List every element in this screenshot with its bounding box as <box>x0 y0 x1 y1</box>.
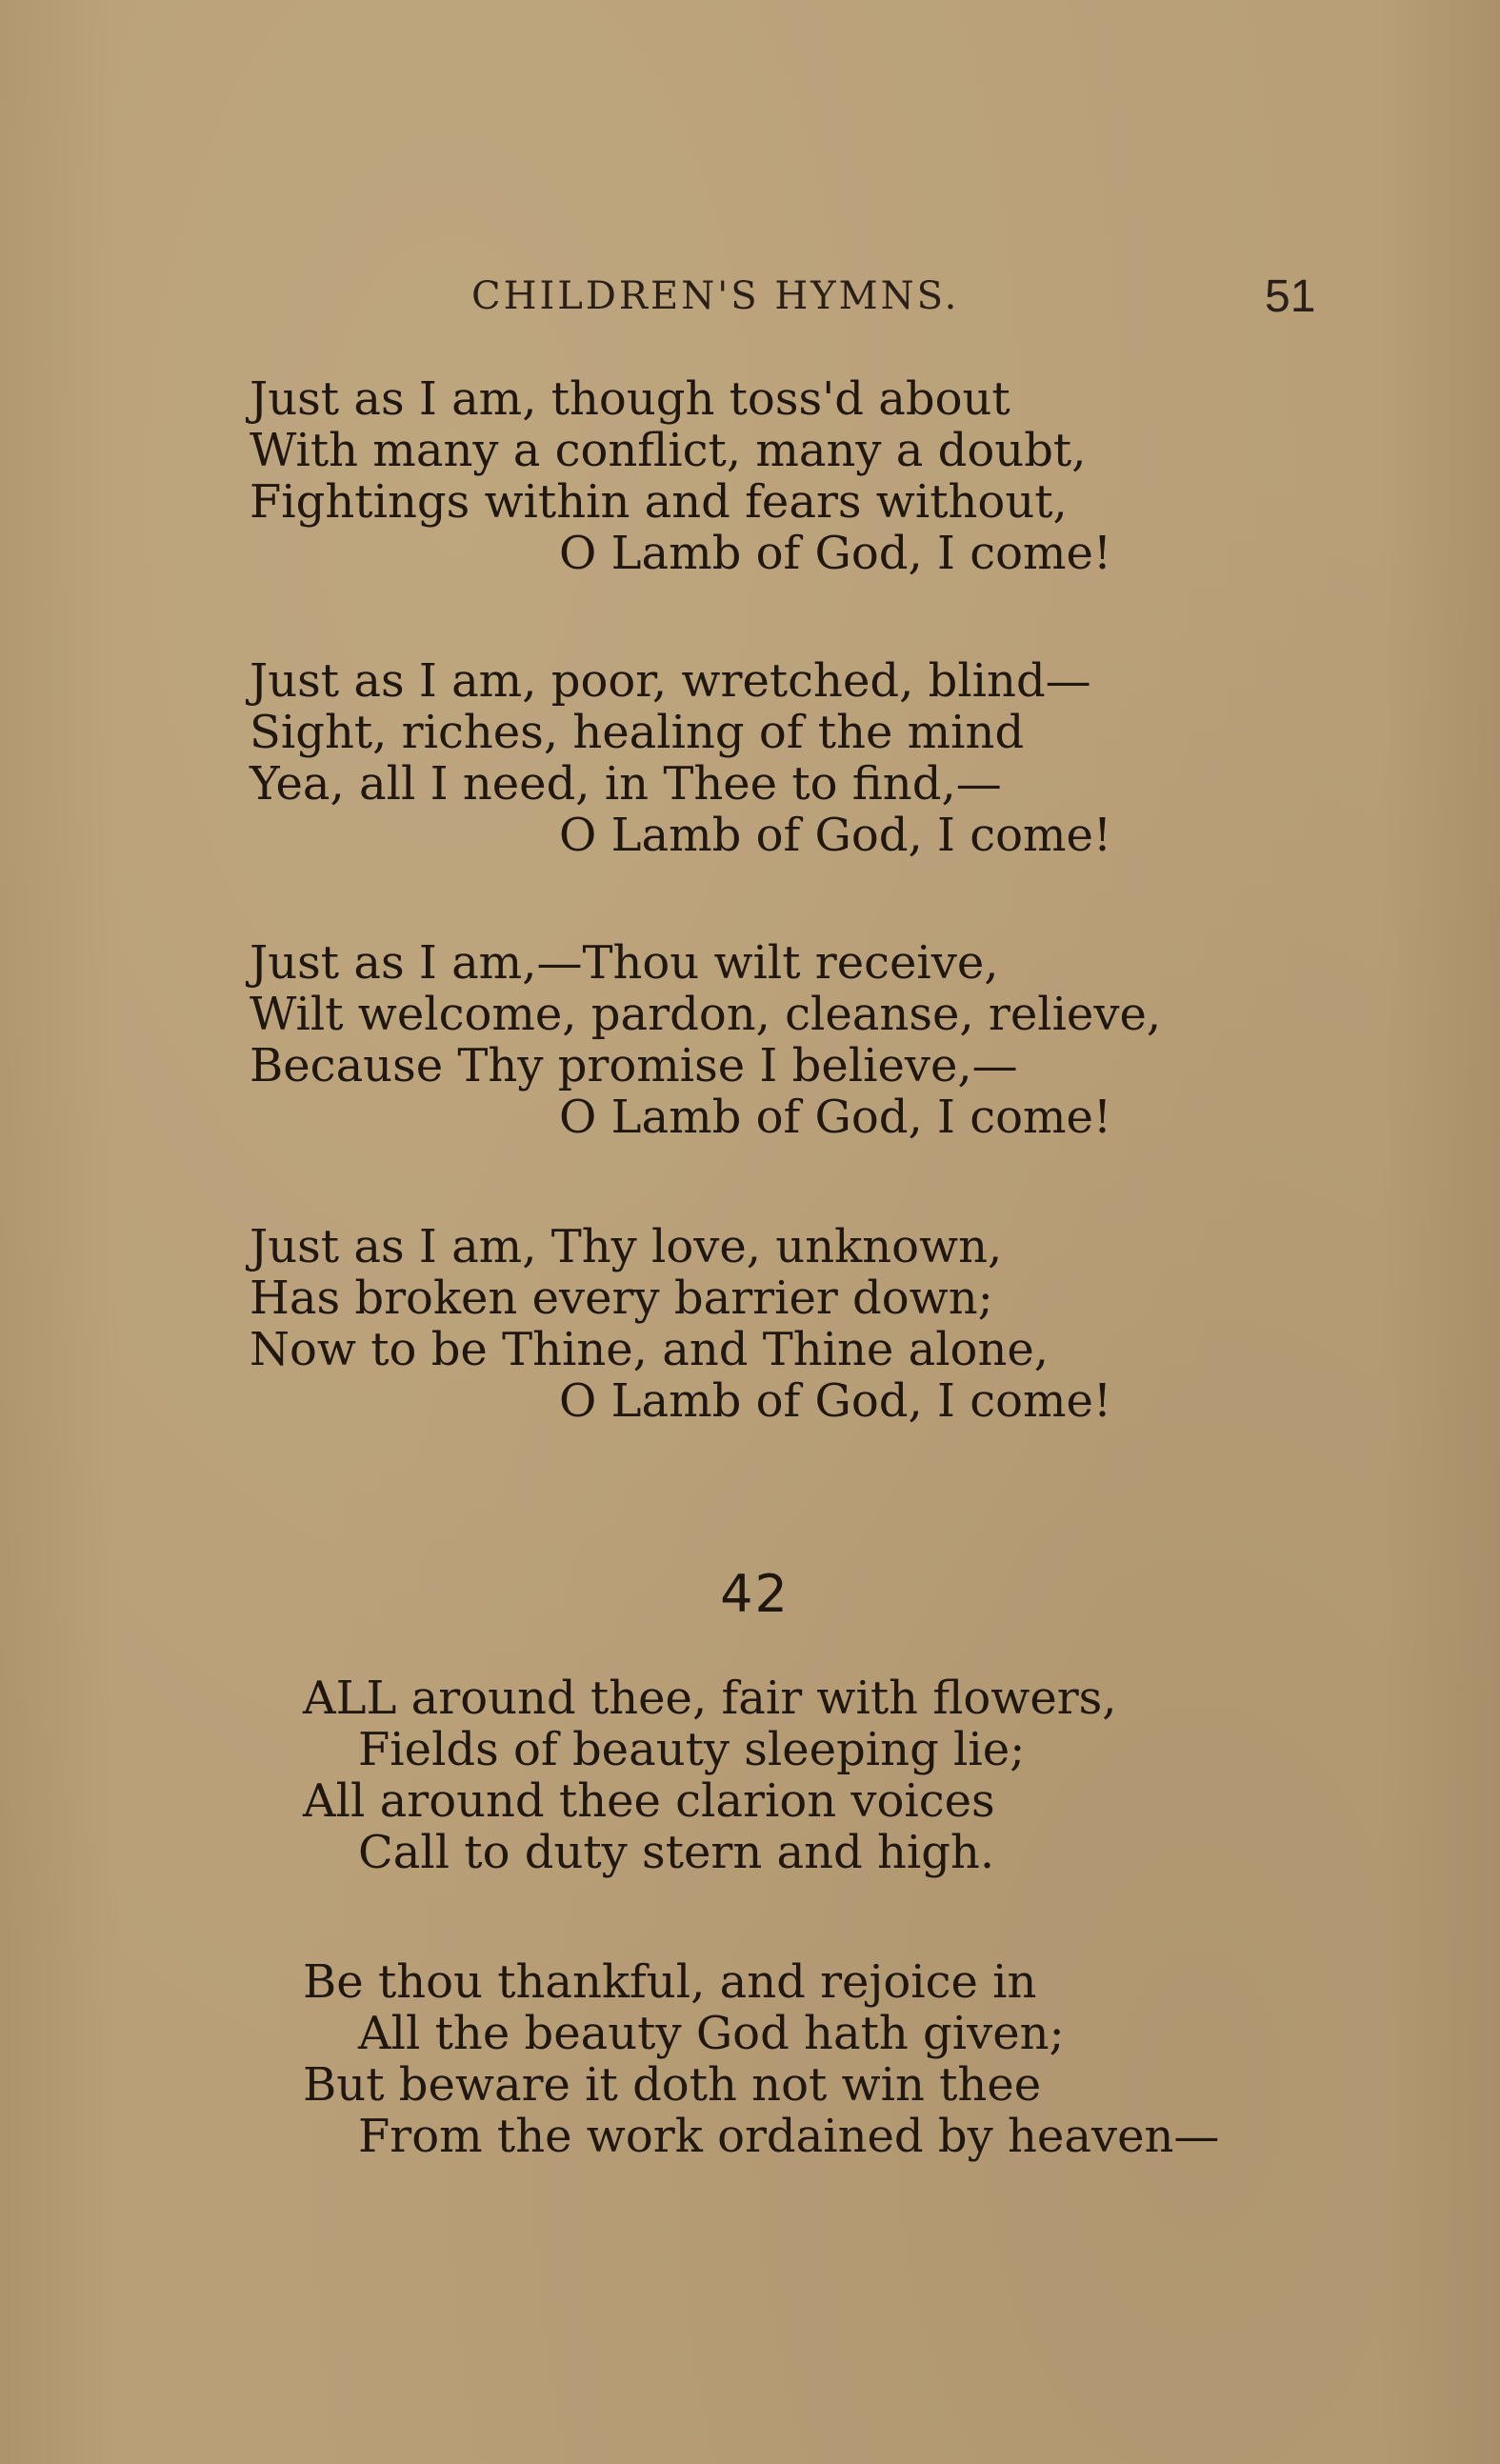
running-head <box>0 271 1500 331</box>
verse-line: Just as I am, poor, wretched, blind— <box>250 654 1091 708</box>
running-title: CHILDREN'S HYMNS. <box>471 274 960 318</box>
verse-line: Wilt welcome, pardon, cleanse, relieve, <box>250 988 1162 1041</box>
verse-line-indented: Fields of beauty sleeping lie; <box>358 1723 1026 1776</box>
verse-line: Just as I am,—Thou wilt receive, <box>250 936 999 990</box>
verse-line: Sight, riches, healing of the mind <box>250 706 1025 759</box>
hymn-41-stanza-1 <box>250 373 1111 579</box>
verse-line: Just as I am, though toss'd about <box>250 372 1010 426</box>
verse-line: Be thou thankful, and rejoice in <box>303 1955 1037 2009</box>
verse-line: Yea, all I need, in Thee to find,— <box>250 757 1002 811</box>
verse-line: All around thee clarion voices <box>303 1774 995 1828</box>
hymn-42-stanza-1 <box>303 1673 1117 1878</box>
verse-line: With many a conflict, many a doubt, <box>250 424 1087 477</box>
verse-line: But beware it doth not win thee <box>303 2058 1042 2112</box>
hymn-41-stanza-3 <box>250 937 1161 1143</box>
hymn-41-stanza-4 <box>250 1221 1111 1427</box>
verse-line: Just as I am, Thy love, unknown, <box>250 1220 1003 1273</box>
verse-line: Now to be Thine, and Thine alone, <box>250 1323 1050 1376</box>
hymn-41-stanza-2 <box>250 655 1111 861</box>
refrain-line: O Lamb of God, I come! <box>559 1091 1112 1144</box>
hymn-number <box>0 1564 1500 1624</box>
refrain-line: O Lamb of God, I come! <box>559 527 1112 580</box>
verse-line: ALL around thee, fair with flowers, <box>303 1672 1117 1725</box>
refrain-line: O Lamb of God, I come! <box>559 809 1112 862</box>
verse-line-indented: Call to duty stern and high. <box>358 1826 995 1879</box>
verse-line: Because Thy promise I believe,— <box>250 1039 1018 1092</box>
verse-line: Has broken every barrier down; <box>250 1272 993 1325</box>
verse-line-indented: From the work ordained by heaven— <box>358 2110 1220 2163</box>
hymn-42-stanza-2 <box>303 1956 1219 2162</box>
hymn-number-label: 42 <box>720 1564 790 1624</box>
verse-line-indented: All the beauty God hath given; <box>358 2007 1065 2060</box>
page-number: 51 <box>1265 271 1316 322</box>
verse-line: Fightings within and fears without, <box>250 475 1068 529</box>
refrain-line: O Lamb of God, I come! <box>559 1374 1112 1428</box>
